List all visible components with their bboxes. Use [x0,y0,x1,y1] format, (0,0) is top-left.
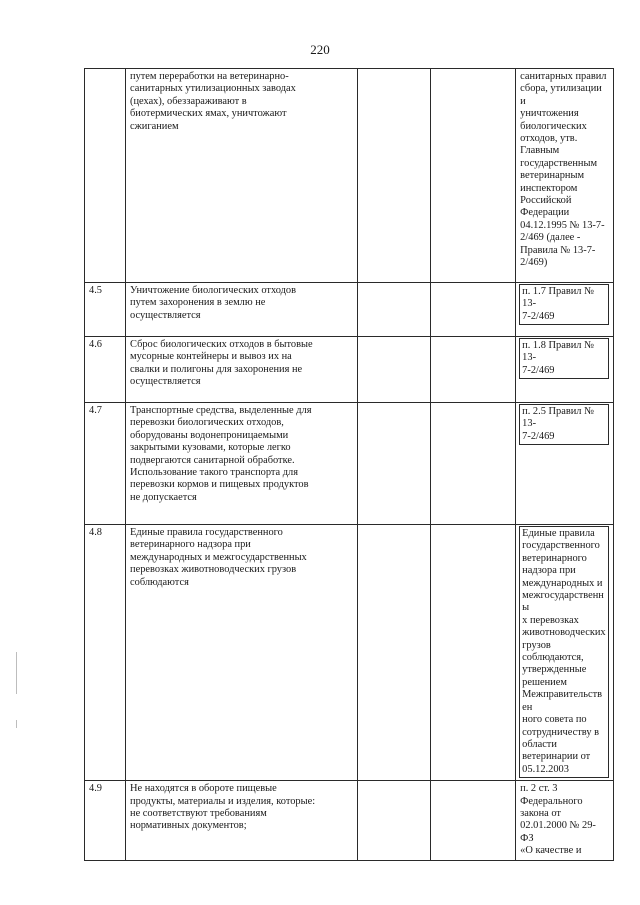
requirement-text [126,525,358,781]
legal-reference-content: п. 1.7 Правил № 13- 7-2/469 [519,284,609,325]
legal-reference [516,781,614,860]
requirement-text-content: Единые правила государственного ветеринарного надзора при международных и межгосударственных перевозках животноводческих грузов соблюдаются [130,527,307,588]
legal-reference [516,283,614,337]
row-number: 4.6 [85,337,126,403]
empty-cell [358,337,431,403]
legal-reference-content: санитарных правил сбора, утилизации и уничтожения биологических отходов, утв. Главным государственным ветеринарным инспектором Российской Федерации 04.12.1995 № 13-7- 2/469 (далее - Правила № 13-7- 2/469) [520,71,607,269]
scan-margin-mark [16,720,17,728]
legal-reference [516,403,614,525]
empty-cell [358,525,431,781]
empty-cell [431,403,516,525]
legal-reference [516,69,614,283]
requirement-text [126,781,358,860]
table-row [85,283,614,337]
legal-reference-content: п. 1.8 Правил № 13- 7-2/469 [519,338,609,379]
requirement-text-content: Транспортные средства, выделенные для перевозки биологических отходов, оборудованы водонепроницаемыми закрытыми кузовами, которые легко подвергаются санитарной обработке. Использование такого транспорта для перевозки кормов и пищевых продуктов не допускается [130,405,312,503]
requirements-table [84,68,614,861]
legal-reference-content: п. 2.5 Правил № 13- 7-2/469 [519,404,609,445]
table-row [85,525,614,781]
requirement-text-content: Уничтожение биологических отходов путем захоронения в землю не осуществляется [130,285,297,321]
requirement-text-content: Не находятся в обороте пищевые продукты, материалы и изделия, которые: не соответствуют требованиям нормативных документов; [130,783,316,832]
row-number: 4.8 [85,525,126,781]
requirement-text-content: путем переработки на ветеринарно- санитарных утилизационных заводах (цехах), обеззараживают в биотермических ямах, уничтожают сжиганием [130,71,296,132]
requirement-text [126,69,358,283]
requirement-text-content: Сброс биологических отходов в бытовые мусорные контейнеры и вывоз их на свалки и полигоны для захоронения не осуществляется [130,339,313,388]
table-row [85,69,614,283]
table-row [85,403,614,525]
empty-cell [358,283,431,337]
table-row [85,781,614,860]
legal-reference-content: п. 2 ст. 3 Федерального закона от 02.01.2000 № 29-ФЗ «О качестве и [520,783,596,857]
empty-cell [431,69,516,283]
empty-cell [431,781,516,860]
page-number: 220 [310,42,330,57]
empty-cell [358,403,431,525]
row-number: 4.7 [85,403,126,525]
empty-cell [431,525,516,781]
requirement-text [126,403,358,525]
empty-cell [358,781,431,860]
requirement-text [126,283,358,337]
requirement-text [126,337,358,403]
empty-cell [431,337,516,403]
row-number [85,69,126,283]
empty-cell [431,283,516,337]
legal-reference [516,525,614,781]
row-number: 4.5 [85,283,126,337]
legal-reference-content: Единые правила государственного ветеринарного надзора при международных и межгосударственны х перевозках животноводческих грузов соблюдаются, утвержденные решением Межправительствен ного совета по сотрудничеству в области ветеринарии от 05.12.2003 [519,526,609,778]
table-row [85,337,614,403]
legal-reference [516,337,614,403]
empty-cell [358,69,431,283]
row-number: 4.9 [85,781,126,860]
scan-margin-mark [16,652,17,694]
